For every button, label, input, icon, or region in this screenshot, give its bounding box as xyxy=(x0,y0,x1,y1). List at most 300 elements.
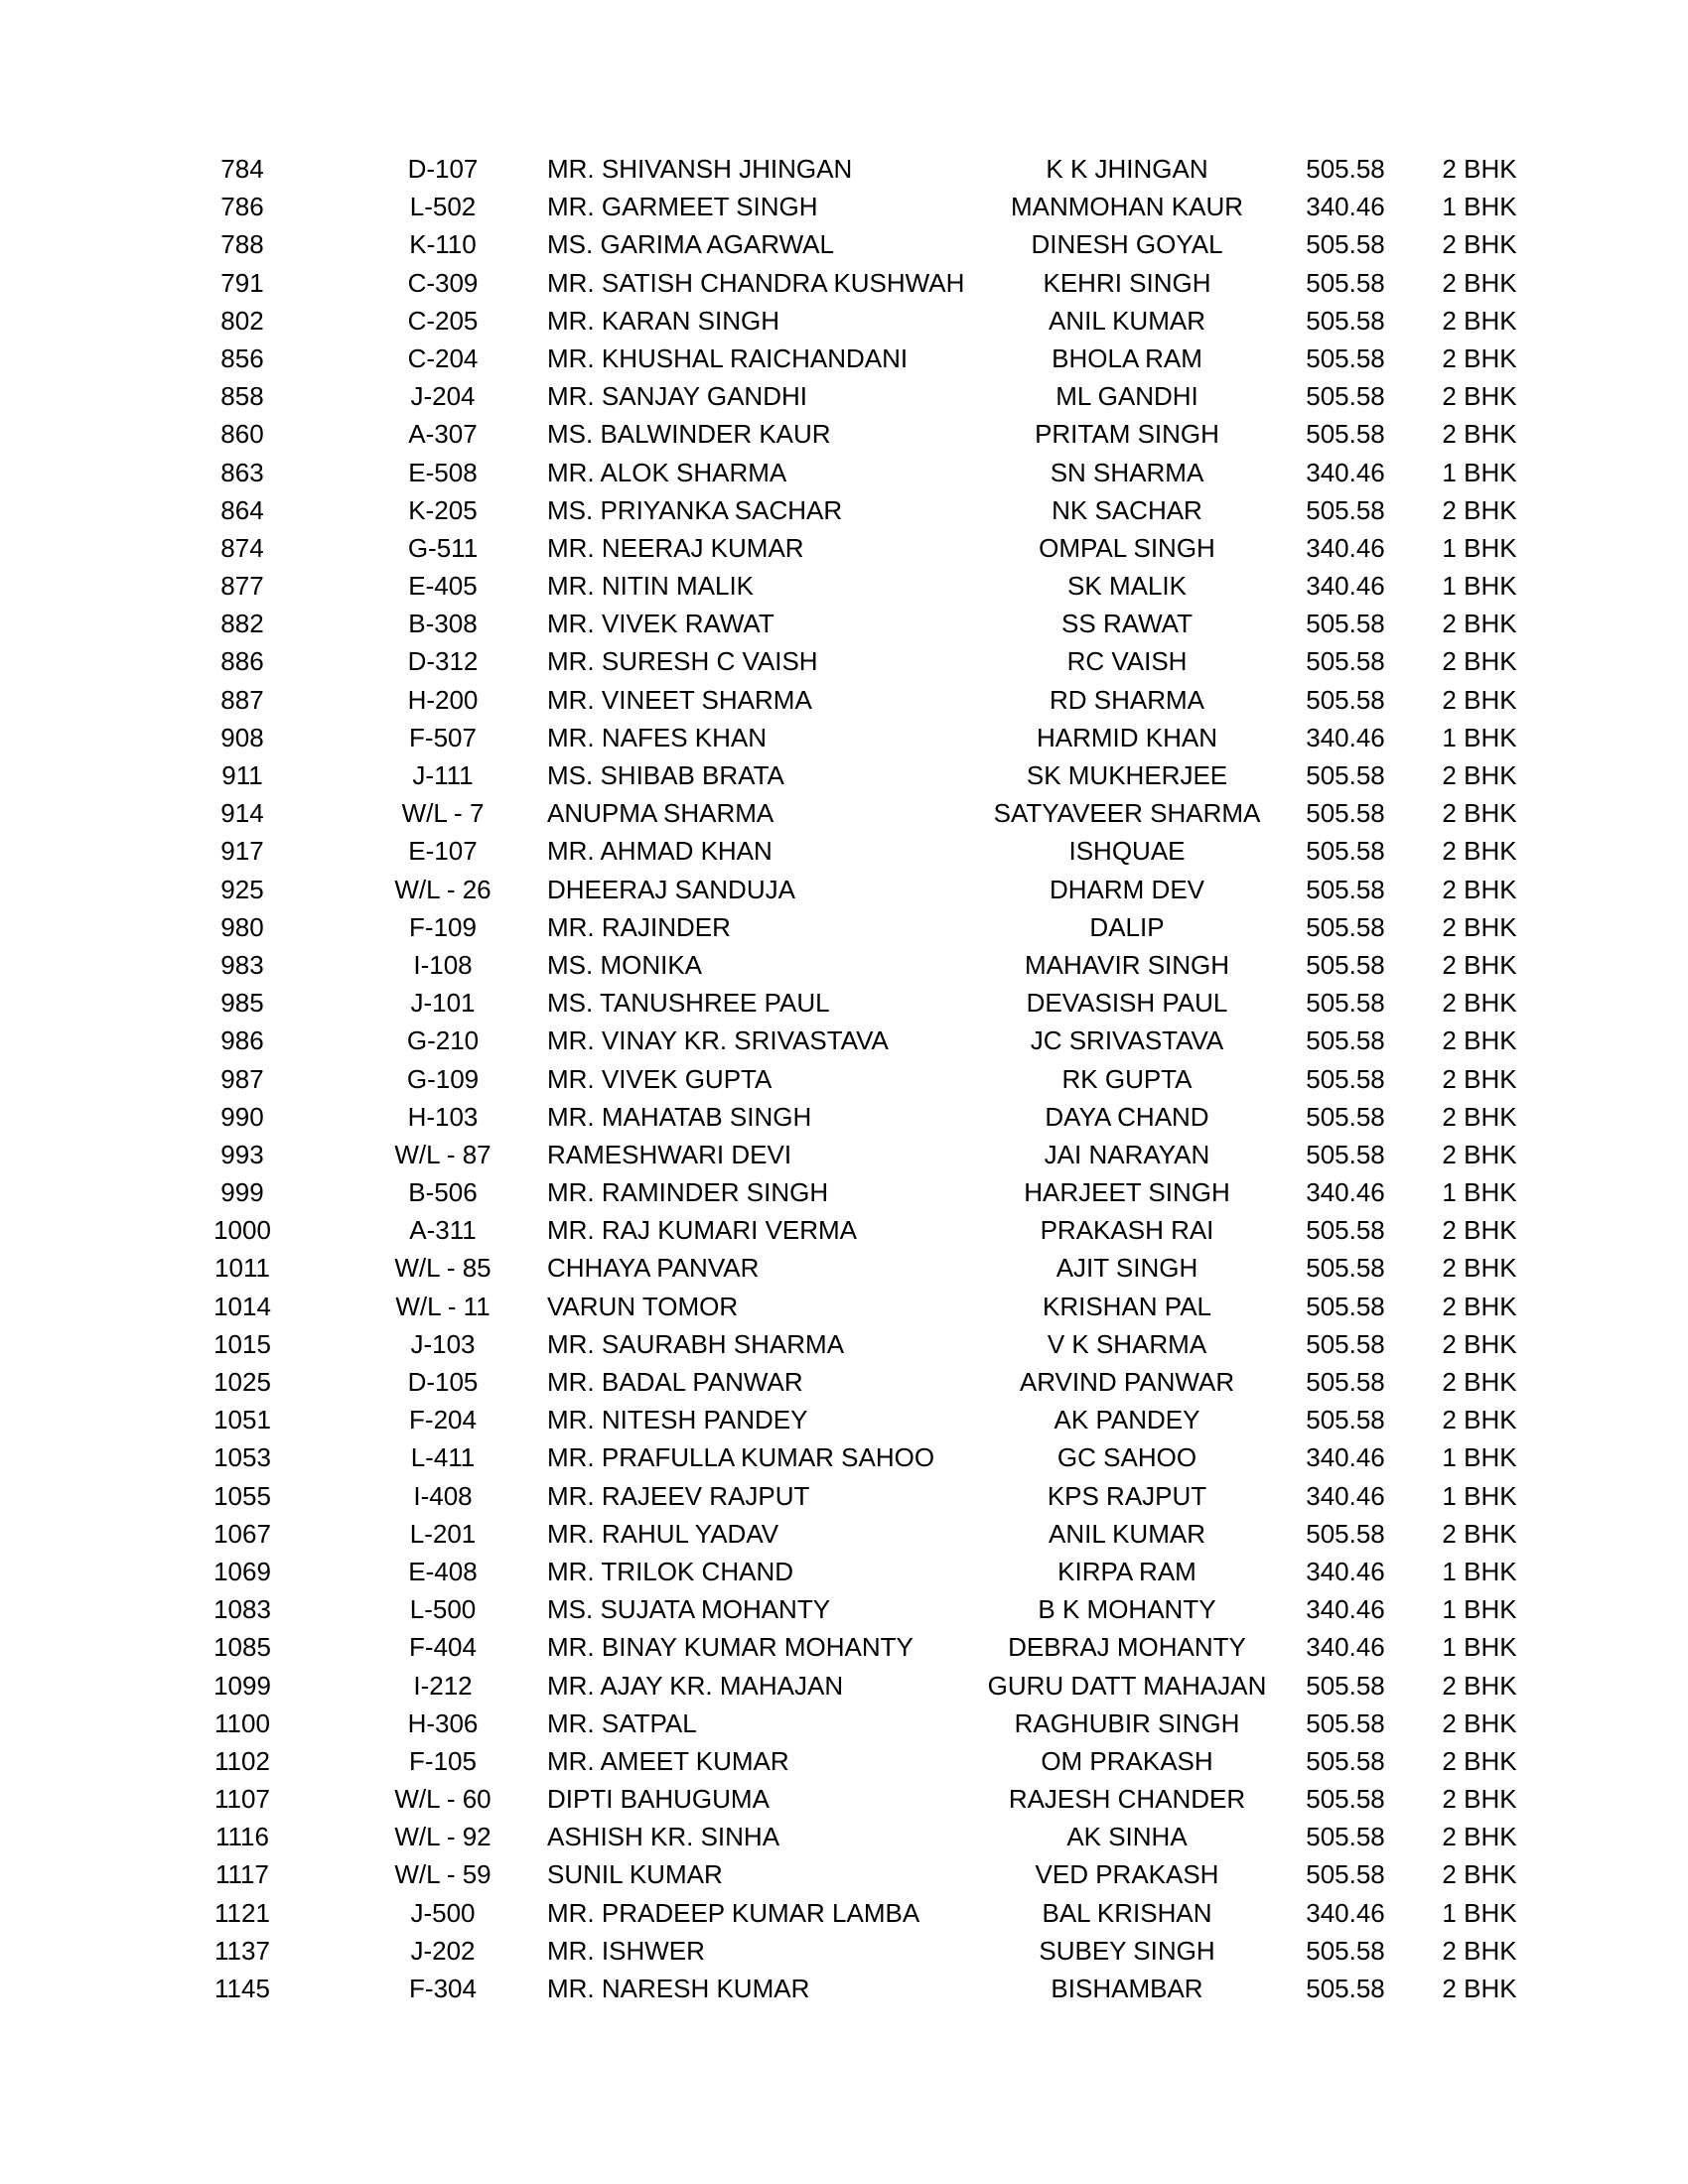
allottee-name-cell: MR. VIVEK RAWAT xyxy=(547,609,774,639)
allottee-name-cell: MS. TANUSHREE PAUL xyxy=(547,988,830,1019)
table-row xyxy=(0,719,1688,756)
table-row xyxy=(0,340,1688,377)
allottee-name-cell: MS. MONIKA xyxy=(547,949,703,980)
flat-number-cell: F-507 xyxy=(409,722,477,752)
flat-number-cell: G-109 xyxy=(406,1063,480,1094)
table-row xyxy=(0,1894,1688,1932)
serial-number-cell: 1014 xyxy=(213,1291,271,1321)
table-row xyxy=(0,1211,1688,1249)
flat-type-cell: 2 BHK xyxy=(1442,609,1517,639)
table-row xyxy=(0,1477,1688,1515)
flat-type-cell: 2 BHK xyxy=(1442,1518,1517,1549)
flat-number-cell: E-107 xyxy=(408,836,478,867)
flat-type-cell: 2 BHK xyxy=(1442,1253,1517,1284)
table-row xyxy=(0,1401,1688,1438)
flat-number-cell: H-103 xyxy=(407,1101,479,1132)
area-cell: 505.58 xyxy=(1306,305,1385,336)
flat-number-cell: E-508 xyxy=(408,457,478,487)
flat-type-cell: 2 BHK xyxy=(1442,381,1517,412)
table-row xyxy=(0,908,1688,946)
flat-number-cell: K-110 xyxy=(409,229,477,260)
serial-number-cell: 986 xyxy=(220,1025,264,1056)
area-cell: 505.58 xyxy=(1306,494,1385,525)
allottee-name-cell: DIPTI BAHUGUMA xyxy=(547,1784,770,1815)
flat-number-cell: D-312 xyxy=(407,646,479,677)
serial-number-cell: 858 xyxy=(220,381,264,412)
table-row xyxy=(0,1022,1688,1059)
flat-type-cell: 2 BHK xyxy=(1442,1101,1517,1132)
flat-type-cell: 2 BHK xyxy=(1442,1707,1517,1738)
father-name-cell: PRITAM SINGH xyxy=(1035,419,1219,450)
table-row xyxy=(0,1363,1688,1401)
flat-number-cell: E-405 xyxy=(408,571,478,602)
flat-type-cell: 2 BHK xyxy=(1442,1025,1517,1056)
allottee-name-cell: MR. NITESH PANDEY xyxy=(547,1405,808,1435)
flat-number-cell: C-309 xyxy=(407,267,479,298)
flat-number-cell: W/L - 60 xyxy=(394,1784,492,1815)
flat-type-cell: 1 BHK xyxy=(1442,192,1517,222)
father-name-cell: K K JHINGAN xyxy=(1046,154,1208,184)
area-cell: 505.58 xyxy=(1306,419,1385,450)
area-cell: 505.58 xyxy=(1306,836,1385,867)
allottee-name-cell: MR. VIVEK GUPTA xyxy=(547,1063,773,1094)
table-row xyxy=(0,1288,1688,1325)
table-row xyxy=(0,1438,1688,1476)
flat-type-cell: 2 BHK xyxy=(1442,267,1517,298)
area-cell: 505.58 xyxy=(1306,342,1385,373)
area-cell: 340.46 xyxy=(1306,457,1385,487)
serial-number-cell: 788 xyxy=(220,229,264,260)
father-name-cell: AK SINHA xyxy=(1066,1822,1188,1852)
table-row xyxy=(0,1932,1688,1970)
allottee-name-cell: VARUN TOMOR xyxy=(547,1291,739,1321)
father-name-cell: ISHQUAE xyxy=(1068,836,1186,867)
table-row xyxy=(0,415,1688,453)
flat-type-cell: 2 BHK xyxy=(1442,1139,1517,1169)
area-cell: 505.58 xyxy=(1306,267,1385,298)
serial-number-cell: 987 xyxy=(220,1063,264,1094)
allottee-name-cell: ANUPMA SHARMA xyxy=(547,798,774,829)
flat-type-cell: 1 BHK xyxy=(1442,1177,1517,1208)
serial-number-cell: 1051 xyxy=(213,1405,271,1435)
father-name-cell: RD SHARMA xyxy=(1049,684,1204,715)
area-cell: 505.58 xyxy=(1306,684,1385,715)
area-cell: 505.58 xyxy=(1306,1025,1385,1056)
area-cell: 505.58 xyxy=(1306,1859,1385,1890)
table-row xyxy=(0,1970,1688,2007)
serial-number-cell: 1083 xyxy=(213,1594,271,1625)
area-cell: 505.58 xyxy=(1306,1822,1385,1852)
flat-type-cell: 2 BHK xyxy=(1442,646,1517,677)
flat-number-cell: J-500 xyxy=(410,1897,476,1928)
allottee-name-cell: MR. KARAN SINGH xyxy=(547,305,780,336)
area-cell: 505.58 xyxy=(1306,1139,1385,1169)
allottee-name-cell: MR. VINEET SHARMA xyxy=(547,684,812,715)
area-cell: 505.58 xyxy=(1306,988,1385,1019)
flat-number-cell: F-109 xyxy=(409,911,477,942)
flat-type-cell: 1 BHK xyxy=(1442,571,1517,602)
table-row xyxy=(0,605,1688,642)
flat-number-cell: I-212 xyxy=(413,1670,473,1701)
father-name-cell: GC SAHOO xyxy=(1056,1442,1197,1473)
flat-type-cell: 2 BHK xyxy=(1442,836,1517,867)
father-name-cell: HARMID KHAN xyxy=(1036,722,1217,752)
flat-type-cell: 2 BHK xyxy=(1442,1822,1517,1852)
serial-number-cell: 1053 xyxy=(213,1442,271,1473)
serial-number-cell: 863 xyxy=(220,457,264,487)
table-row xyxy=(0,225,1688,263)
flat-type-cell: 2 BHK xyxy=(1442,1367,1517,1397)
flat-number-cell: B-308 xyxy=(408,609,478,639)
flat-type-cell: 1 BHK xyxy=(1442,1556,1517,1586)
area-cell: 505.58 xyxy=(1306,154,1385,184)
serial-number-cell: 925 xyxy=(220,874,264,904)
flat-type-cell: 2 BHK xyxy=(1442,342,1517,373)
allottee-name-cell: MS. PRIYANKA SACHAR xyxy=(547,494,843,525)
area-cell: 505.58 xyxy=(1306,381,1385,412)
area-cell: 505.58 xyxy=(1306,911,1385,942)
allottee-name-cell: MR. NARESH KUMAR xyxy=(547,1974,810,2003)
area-cell: 505.58 xyxy=(1306,1974,1385,2003)
allottee-name-cell: MS. SUJATA MOHANTY xyxy=(547,1594,831,1625)
table-row xyxy=(0,1628,1688,1666)
flat-type-cell: 2 BHK xyxy=(1442,1859,1517,1890)
father-name-cell: BHOLA RAM xyxy=(1052,342,1202,373)
flat-type-cell: 2 BHK xyxy=(1442,1784,1517,1815)
flat-number-cell: W/L - 59 xyxy=(394,1859,492,1890)
area-cell: 505.58 xyxy=(1306,1935,1385,1966)
allottee-name-cell: MR. AHMAD KHAN xyxy=(547,836,773,867)
father-name-cell: ARVIND PANWAR xyxy=(1019,1367,1235,1397)
flat-number-cell: B-506 xyxy=(408,1177,478,1208)
allottee-name-cell: MR. RAHUL YADAV xyxy=(547,1518,779,1549)
area-cell: 505.58 xyxy=(1306,1291,1385,1321)
area-cell: 505.58 xyxy=(1306,1670,1385,1701)
father-name-cell: DAYA CHAND xyxy=(1045,1101,1209,1132)
serial-number-cell: 1000 xyxy=(213,1215,271,1246)
table-row xyxy=(0,1098,1688,1136)
flat-number-cell: E-408 xyxy=(408,1556,478,1586)
allottee-name-cell: MR. BINAY KUMAR MOHANTY xyxy=(547,1632,914,1663)
serial-number-cell: 856 xyxy=(220,342,264,373)
allottee-name-cell: MR. ALOK SHARMA xyxy=(547,457,787,487)
allottee-name-cell: MR. MAHATAB SINGH xyxy=(547,1101,812,1132)
flat-number-cell: C-205 xyxy=(407,305,479,336)
table-row xyxy=(0,984,1688,1022)
flat-type-cell: 2 BHK xyxy=(1442,419,1517,450)
area-cell: 505.58 xyxy=(1306,1745,1385,1776)
allottee-name-cell: MR. RAMINDER SINGH xyxy=(547,1177,829,1208)
serial-number-cell: 1099 xyxy=(213,1670,271,1701)
allottee-name-cell: MR. SATISH CHANDRA KUSHWAH xyxy=(547,267,965,298)
flat-type-cell: 2 BHK xyxy=(1442,154,1517,184)
area-cell: 340.46 xyxy=(1306,1556,1385,1586)
serial-number-cell: 882 xyxy=(220,609,264,639)
area-cell: 340.46 xyxy=(1306,1177,1385,1208)
flat-type-cell: 2 BHK xyxy=(1442,874,1517,904)
allottee-name-cell: MS. BALWINDER KAUR xyxy=(547,419,831,450)
father-name-cell: DEBRAJ MOHANTY xyxy=(1008,1632,1246,1663)
table-row xyxy=(0,491,1688,529)
flat-number-cell: W/L - 92 xyxy=(394,1822,492,1852)
serial-number-cell: 1067 xyxy=(213,1518,271,1549)
allottee-name-cell: MR. SURESH C VAISH xyxy=(547,646,818,677)
serial-number-cell: 985 xyxy=(220,988,264,1019)
allottee-name-cell: MR. NEERAJ KUMAR xyxy=(547,532,804,563)
allottee-name-cell: MS. GARIMA AGARWAL xyxy=(547,229,834,260)
flat-number-cell: F-204 xyxy=(409,1405,477,1435)
flat-type-cell: 2 BHK xyxy=(1442,1974,1517,2003)
father-name-cell: JAI NARAYAN xyxy=(1044,1139,1210,1169)
allottee-name-cell: MR. KHUSHAL RAICHANDANI xyxy=(547,342,909,373)
allottee-name-cell: SUNIL KUMAR xyxy=(547,1859,723,1890)
flat-type-cell: 2 BHK xyxy=(1442,1935,1517,1966)
flat-number-cell: C-204 xyxy=(407,342,479,373)
table-row xyxy=(0,1818,1688,1855)
serial-number-cell: 1025 xyxy=(213,1367,271,1397)
flat-number-cell: K-205 xyxy=(408,494,478,525)
allottee-name-cell: MR. RAJ KUMARI VERMA xyxy=(547,1215,858,1246)
allottee-name-cell: MR. ISHWER xyxy=(547,1935,705,1966)
flat-number-cell: J-202 xyxy=(410,1935,476,1966)
allottee-name-cell: MR. NAFES KHAN xyxy=(547,722,768,752)
flat-number-cell: W/L - 26 xyxy=(394,874,492,904)
table-row xyxy=(0,832,1688,870)
table-row xyxy=(0,188,1688,225)
serial-number-cell: 1107 xyxy=(214,1784,270,1815)
table-row xyxy=(0,756,1688,794)
table-row xyxy=(0,794,1688,832)
flat-type-cell: 2 BHK xyxy=(1442,1745,1517,1776)
table-row xyxy=(0,1855,1688,1893)
serial-number-cell: 993 xyxy=(220,1139,264,1169)
flat-type-cell: 2 BHK xyxy=(1442,1215,1517,1246)
table-row xyxy=(0,264,1688,302)
father-name-cell: DHARM DEV xyxy=(1049,874,1204,904)
area-cell: 340.46 xyxy=(1306,571,1385,602)
flat-number-cell: I-108 xyxy=(413,949,473,980)
area-cell: 505.58 xyxy=(1306,798,1385,829)
flat-number-cell: J-204 xyxy=(410,381,476,412)
flat-number-cell: F-404 xyxy=(409,1632,477,1663)
flat-type-cell: 2 BHK xyxy=(1442,1670,1517,1701)
area-cell: 505.58 xyxy=(1306,760,1385,790)
flat-type-cell: 1 BHK xyxy=(1442,532,1517,563)
allottee-name-cell: MR. PRADEEP KUMAR LAMBA xyxy=(547,1897,920,1928)
table-row xyxy=(0,567,1688,605)
serial-number-cell: 874 xyxy=(220,532,264,563)
allottee-name-cell: DHEERAJ SANDUJA xyxy=(547,874,795,904)
flat-type-cell: 2 BHK xyxy=(1442,760,1517,790)
table-row xyxy=(0,1590,1688,1628)
flat-number-cell: J-111 xyxy=(412,760,474,790)
flat-number-cell: F-105 xyxy=(409,1745,477,1776)
table-row xyxy=(0,454,1688,491)
area-cell: 505.58 xyxy=(1306,229,1385,260)
allottee-name-cell: MR. RAJEEV RAJPUT xyxy=(547,1480,810,1511)
allottee-name-cell: MR. PRAFULLA KUMAR SAHOO xyxy=(547,1442,935,1473)
allottee-name-cell: MR. SATPAL xyxy=(547,1707,697,1738)
father-name-cell: V K SHARMA xyxy=(1047,1328,1207,1359)
serial-number-cell: 1069 xyxy=(213,1556,271,1586)
father-name-cell: KEHRI SINGH xyxy=(1043,267,1211,298)
father-name-cell: SATYAVEER SHARMA xyxy=(993,798,1261,829)
area-cell: 340.46 xyxy=(1306,1480,1385,1511)
allottee-name-cell: MR. BADAL PANWAR xyxy=(547,1367,803,1397)
father-name-cell: ANIL KUMAR xyxy=(1049,1518,1205,1549)
father-name-cell: OMPAL SINGH xyxy=(1039,532,1215,563)
table-row xyxy=(0,529,1688,567)
allottee-name-cell: MS. SHIBAB BRATA xyxy=(547,760,784,790)
flat-number-cell: J-101 xyxy=(410,988,476,1019)
father-name-cell: GURU DATT MAHAJAN xyxy=(987,1670,1267,1701)
area-cell: 505.58 xyxy=(1306,1405,1385,1435)
father-name-cell: RAGHUBIR SINGH xyxy=(1014,1707,1240,1738)
area-cell: 505.58 xyxy=(1306,1784,1385,1815)
flat-number-cell: L-411 xyxy=(410,1442,476,1473)
table-row xyxy=(0,377,1688,415)
flat-number-cell: W/L - 7 xyxy=(401,798,485,829)
area-cell: 505.58 xyxy=(1306,874,1385,904)
father-name-cell: KIRPA RAM xyxy=(1057,1556,1196,1586)
serial-number-cell: 1100 xyxy=(214,1707,270,1738)
serial-number-cell: 887 xyxy=(220,684,264,715)
allotment-list-table xyxy=(0,150,1688,2007)
flat-type-cell: 2 BHK xyxy=(1442,798,1517,829)
father-name-cell: DINESH GOYAL xyxy=(1031,229,1223,260)
father-name-cell: RC VAISH xyxy=(1066,646,1188,677)
area-cell: 340.46 xyxy=(1306,1897,1385,1928)
flat-type-cell: 2 BHK xyxy=(1442,911,1517,942)
allottee-name-cell: RAMESHWARI DEVI xyxy=(547,1139,792,1169)
allottee-name-cell: CHHAYA PANVAR xyxy=(547,1253,760,1284)
allottee-name-cell: MR. VINAY KR. SRIVASTAVA xyxy=(547,1025,889,1056)
father-name-cell: BAL KRISHAN xyxy=(1042,1897,1212,1928)
serial-number-cell: 999 xyxy=(220,1177,264,1208)
father-name-cell: OM PRAKASH xyxy=(1041,1745,1213,1776)
serial-number-cell: 802 xyxy=(220,305,264,336)
area-cell: 340.46 xyxy=(1306,1594,1385,1625)
flat-number-cell: A-307 xyxy=(408,419,478,450)
serial-number-cell: 1011 xyxy=(214,1253,270,1284)
flat-type-cell: 2 BHK xyxy=(1442,1063,1517,1094)
area-cell: 340.46 xyxy=(1306,532,1385,563)
flat-type-cell: 2 BHK xyxy=(1442,949,1517,980)
father-name-cell: ANIL KUMAR xyxy=(1049,305,1205,336)
area-cell: 505.58 xyxy=(1306,1215,1385,1246)
flat-type-cell: 1 BHK xyxy=(1442,457,1517,487)
allottee-name-cell: MR. AMEET KUMAR xyxy=(547,1745,789,1776)
serial-number-cell: 860 xyxy=(220,419,264,450)
table-row xyxy=(0,1136,1688,1173)
serial-number-cell: 1117 xyxy=(215,1859,269,1890)
allottee-name-cell: MR. AJAY KR. MAHAJAN xyxy=(547,1670,844,1701)
father-name-cell: KRISHAN PAL xyxy=(1042,1291,1211,1321)
serial-number-cell: 1015 xyxy=(213,1328,271,1359)
father-name-cell: NK SACHAR xyxy=(1052,494,1202,525)
father-name-cell: RAJESH CHANDER xyxy=(1008,1784,1246,1815)
father-name-cell: SK MUKHERJEE xyxy=(1026,760,1228,790)
flat-type-cell: 1 BHK xyxy=(1442,1594,1517,1625)
flat-type-cell: 1 BHK xyxy=(1442,1897,1517,1928)
table-row xyxy=(0,946,1688,984)
area-cell: 505.58 xyxy=(1306,1101,1385,1132)
father-name-cell: HARJEET SINGH xyxy=(1024,1177,1230,1208)
area-cell: 505.58 xyxy=(1306,949,1385,980)
table-row xyxy=(0,150,1688,188)
serial-number-cell: 983 xyxy=(220,949,264,980)
flat-number-cell: L-201 xyxy=(409,1518,477,1549)
serial-number-cell: 864 xyxy=(220,494,264,525)
flat-type-cell: 1 BHK xyxy=(1442,1480,1517,1511)
father-name-cell: AK PANDEY xyxy=(1054,1405,1200,1435)
serial-number-cell: 1137 xyxy=(214,1935,270,1966)
father-name-cell: KPS RAJPUT xyxy=(1047,1480,1207,1511)
flat-number-cell: F-304 xyxy=(409,1974,477,2003)
flat-type-cell: 2 BHK xyxy=(1442,1291,1517,1321)
father-name-cell: MANMOHAN KAUR xyxy=(1010,192,1243,222)
serial-number-cell: 1121 xyxy=(214,1897,270,1928)
allottee-name-cell: MR. GARMEET SINGH xyxy=(547,192,818,222)
area-cell: 340.46 xyxy=(1306,1632,1385,1663)
father-name-cell: SN SHARMA xyxy=(1050,457,1204,487)
flat-number-cell: I-408 xyxy=(413,1480,473,1511)
serial-number-cell: 1055 xyxy=(213,1480,271,1511)
flat-type-cell: 2 BHK xyxy=(1442,684,1517,715)
serial-number-cell: 886 xyxy=(220,646,264,677)
serial-number-cell: 908 xyxy=(220,722,264,752)
father-name-cell: SK MALIK xyxy=(1067,571,1187,602)
area-cell: 340.46 xyxy=(1306,722,1385,752)
area-cell: 505.58 xyxy=(1306,1328,1385,1359)
flat-number-cell: D-107 xyxy=(407,154,479,184)
flat-type-cell: 2 BHK xyxy=(1442,494,1517,525)
flat-type-cell: 1 BHK xyxy=(1442,1442,1517,1473)
allottee-name-cell: MR. TRILOK CHAND xyxy=(547,1556,793,1586)
flat-number-cell: L-500 xyxy=(409,1594,477,1625)
father-name-cell: BISHAMBAR xyxy=(1051,1974,1203,2003)
serial-number-cell: 990 xyxy=(220,1101,264,1132)
area-cell: 505.58 xyxy=(1306,646,1385,677)
flat-type-cell: 2 BHK xyxy=(1442,305,1517,336)
area-cell: 505.58 xyxy=(1306,1253,1385,1284)
area-cell: 505.58 xyxy=(1306,1367,1385,1397)
allottee-name-cell: MR. SAURABH SHARMA xyxy=(547,1328,845,1359)
table-row xyxy=(0,1667,1688,1705)
table-row xyxy=(0,1742,1688,1780)
flat-number-cell: H-306 xyxy=(407,1707,479,1738)
table-row xyxy=(0,681,1688,719)
allottee-name-cell: MR. SANJAY GANDHI xyxy=(547,381,807,412)
serial-number-cell: 980 xyxy=(220,911,264,942)
father-name-cell: DALIP xyxy=(1089,911,1165,942)
father-name-cell: MAHAVIR SINGH xyxy=(1024,949,1230,980)
table-row xyxy=(0,1553,1688,1590)
father-name-cell: VED PRAKASH xyxy=(1035,1859,1219,1890)
allottee-name-cell: MR. NITIN MALIK xyxy=(547,571,755,602)
flat-type-cell: 1 BHK xyxy=(1442,722,1517,752)
flat-type-cell: 2 BHK xyxy=(1442,1328,1517,1359)
serial-number-cell: 1085 xyxy=(213,1632,271,1663)
serial-number-cell: 786 xyxy=(220,192,264,222)
area-cell: 505.58 xyxy=(1306,1707,1385,1738)
table-row xyxy=(0,871,1688,908)
area-cell: 505.58 xyxy=(1306,1063,1385,1094)
father-name-cell: DEVASISH PAUL xyxy=(1026,988,1228,1019)
flat-number-cell: W/L - 11 xyxy=(395,1291,491,1321)
flat-number-cell: J-103 xyxy=(410,1328,476,1359)
table-row xyxy=(0,1249,1688,1287)
